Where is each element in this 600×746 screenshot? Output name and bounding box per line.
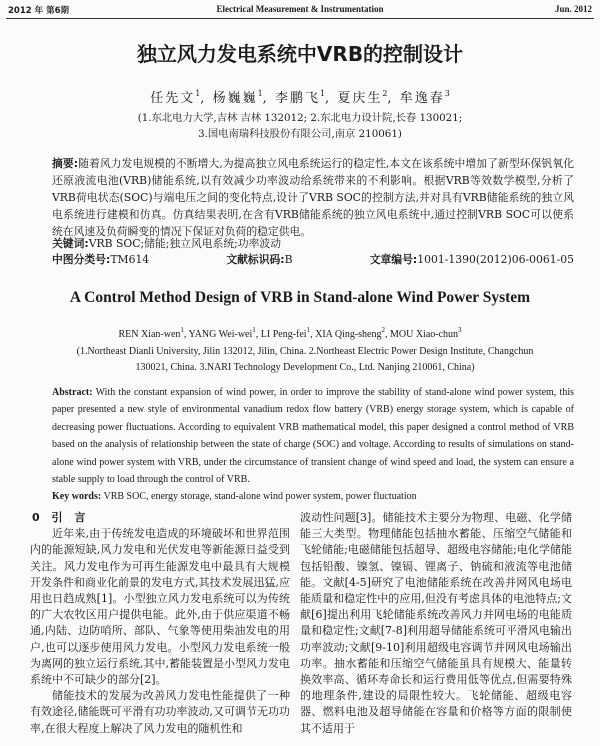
- article-number: [370, 252, 574, 267]
- author-affil-mark: 1: [180, 326, 184, 334]
- issue-number: 2012 年 第6期: [8, 6, 69, 16]
- paper-title-en: A Control Method Design of VRB in Stand-alone Wind Power System: [69, 289, 531, 306]
- classification-line: [52, 252, 574, 267]
- body-paragraph: 储能技术的发展为改善风力发电性能提供了一种有效途径,储能既可平滑有功功率波动,又可调节无功功率,在很大程度上解决了风力发电的随机性和: [30, 689, 290, 735]
- author-name: MOU Xiao-chun: [389, 329, 459, 340]
- author-affil-mark: 3: [458, 326, 462, 334]
- clc-value: TM614: [110, 253, 150, 266]
- author-affil-mark: 3: [444, 89, 450, 98]
- author-affil-mark: 2: [381, 326, 385, 334]
- affiliation-en-line: 130021, China. 3.NARI Technology Development Co., Ltd. Nanjing 210061, China): [135, 362, 475, 373]
- author-affil-mark: 1: [319, 89, 326, 98]
- author-name: 任先文: [150, 91, 196, 106]
- author-name: 杨巍巍: [212, 91, 258, 106]
- keywords-cn: [52, 236, 574, 251]
- issue-date: Jun. 2012: [554, 4, 592, 14]
- author-name: YANG Wei-wei: [188, 329, 253, 340]
- author-affil-mark: 2: [382, 89, 388, 98]
- body-column-right: [300, 510, 572, 746]
- abstract-en-label: Abstract:: [52, 387, 93, 398]
- article-number-value: 1001-1390(2012)06-0061-05: [417, 253, 574, 266]
- author-name: 牟逸春: [399, 91, 445, 106]
- affiliation-en-line: (1.Northeast Dianli University, Jilin 132012, Jilin, China. 2.Northeast Electric Power Design Institute, Changchun: [76, 346, 534, 357]
- document-code-value: B: [284, 253, 293, 266]
- author-name: 夏庆生: [337, 91, 383, 106]
- keywords-cn-text: VRB SOC;储能;独立风电系统;功率波动: [88, 237, 281, 250]
- body-paragraph: 近年来,由于传统发电造成的环境破坏和世界范围内的能源短缺,风力发电和光伏发电等新能源日益受到关注。风力发电作为可再生能源发电中最具有大规模开发条件和商业化前景的发电方式,其技术发展迅猛,应用也日趋成熟[1]。小型独立风力发电系统可以为传统的广大农牧区用户提供电能。此外,由于供应渠道不畅通,内陆、边防哨所、部队、气象等使用柴油发电的用户,也可以逐步使用风力发电。小型风力发电系统一般为离网的独立运行系统,其中,蓄能装置是小型风力发电系统中不可缺少的部分[2]。: [30, 527, 290, 687]
- author-name: 李鹏飞: [274, 91, 320, 106]
- journal-name: Electrical Measurement & Instrumentation: [216, 4, 384, 14]
- keywords-cn-label: 关键词:: [52, 237, 89, 250]
- document-code: [226, 252, 292, 267]
- body-column-left: [30, 510, 290, 746]
- author-name: REN Xian-wen: [118, 329, 181, 340]
- document-code-label: 文献标识码:: [226, 253, 285, 266]
- abstract-en-text: With the constant expansion of wind power, in order to improve the stability of stand-alone wind power system, this paper presented a new style of environmental vanadium redox flow battery (VRB) energy storage system, which is capable of decreasing power fluctuations. According to equivalent VRB mathematical model, this paper designed a control method of VRB based on the analysis of relationship between the state of charge (SOC) and voltage. According to results of simulations on stand-alone wind power system with VRB, under the circumstance of transient change of wind speed and load, the system can ensure a stable supply to load through the control of VRB.: [52, 387, 574, 486]
- article-number-label: 文章编号:: [369, 253, 418, 266]
- abstract-cn: [52, 155, 574, 240]
- abstract-en: [52, 384, 574, 488]
- author-name: XIA Qing-sheng: [315, 329, 382, 340]
- affiliation-cn-line: 3.国电南瑞科技股份有限公司,南京 210061): [198, 128, 402, 140]
- affiliation-cn-line: (1.东北电力大学,吉林 吉林 132012; 2.东北电力设计院,长春 130021;: [137, 112, 463, 124]
- author-affil-mark: 1: [257, 89, 263, 98]
- clc-label: 中图分类号:: [52, 253, 111, 266]
- abstract-cn-text: 随着风力发电规模的不断增大,为提高独立风电系统运行的稳定性,本文在该系统中增加了新型环保钒氧化还原液流电池(VRB)储能系统,以有效减少功率波动给系统带来的不利影响。根据VRB等效数学模型,分析了VRB荷电状态(SOC)与端电压之间的变化特点,设计了VRB SOC的控制方法,并对具有VRB储能系统的独立风电系统进行建模和仿真。仿真结果表明,在含有VRB储能系统的独立风电系统中,通过控制VRB SOC可以使系统在风速及负荷瞬变的情况下保证对负荷的稳定供电。: [52, 157, 574, 238]
- author-affil-mark: 1: [195, 89, 201, 98]
- keywords-en: [52, 489, 574, 504]
- author-name: LI Peng-fei: [260, 329, 307, 340]
- header-rule: [6, 18, 594, 19]
- clc-number: [52, 252, 149, 267]
- section-heading-introduction: 0 引 言: [32, 511, 86, 524]
- keywords-en-label: Key words:: [52, 491, 102, 502]
- keywords-en-text: VRB SOC, energy storage, stand-alone wind power system, power fluctuation: [103, 491, 417, 502]
- running-header: [8, 4, 592, 18]
- abstract-cn-label: 摘要:: [52, 157, 79, 170]
- author-list-cn: 任先文$^1$, 杨巍巍$^1$, 李鹏飞$^1$, 夏庆生$^2$, 牟逸春$^3$: [150, 89, 450, 106]
- author-affil-mark: 1: [306, 326, 311, 334]
- author-affil-mark: 1: [252, 326, 256, 334]
- author-list-en: REN Xian-wen$^1$, YANG Wei-wei$^1$, LI Peng-fei$^1$, XIA Qing-sheng$^2$, MOU Xiao-chun$^3$: [118, 326, 462, 340]
- body-paragraph: 波动性问题[3]。储能技术主要分为物理、电磁、化学储能三大类型。物理储能包括抽水蓄能、压缩空气储能和飞轮储能;电磁储能包括超导、超级电容储能;电化学储能包括铅酸、镍氢、镍镉、锂离子、钠硫和液流等电池储能。文献[4-5]研究了电池储能系统在改善并网风电场电能质量和稳定性中的应用,但没有考虑具体的电池特点;文献[6]提出利用飞轮储能系统改善风力并网电场的电能质量和稳定性;文献[7-8]利用超导储能系统可平滑风电输出功率波动;文献[9-10]利用超级电容调节并网风电场输出功率。抽水蓄能和压缩空气储能虽具有规模大、能量转换效率高、循环寿命长和运行费用低等优点,但需要特殊的地理条件,建设的局限性较大。飞轮储能、超级电容器、燃料电池及超导储能在容量和价格等方面的限制使其不适用于: [300, 511, 572, 735]
- paper-title-cn: 独立风力发电系统中VRB的控制设计: [136, 42, 464, 66]
